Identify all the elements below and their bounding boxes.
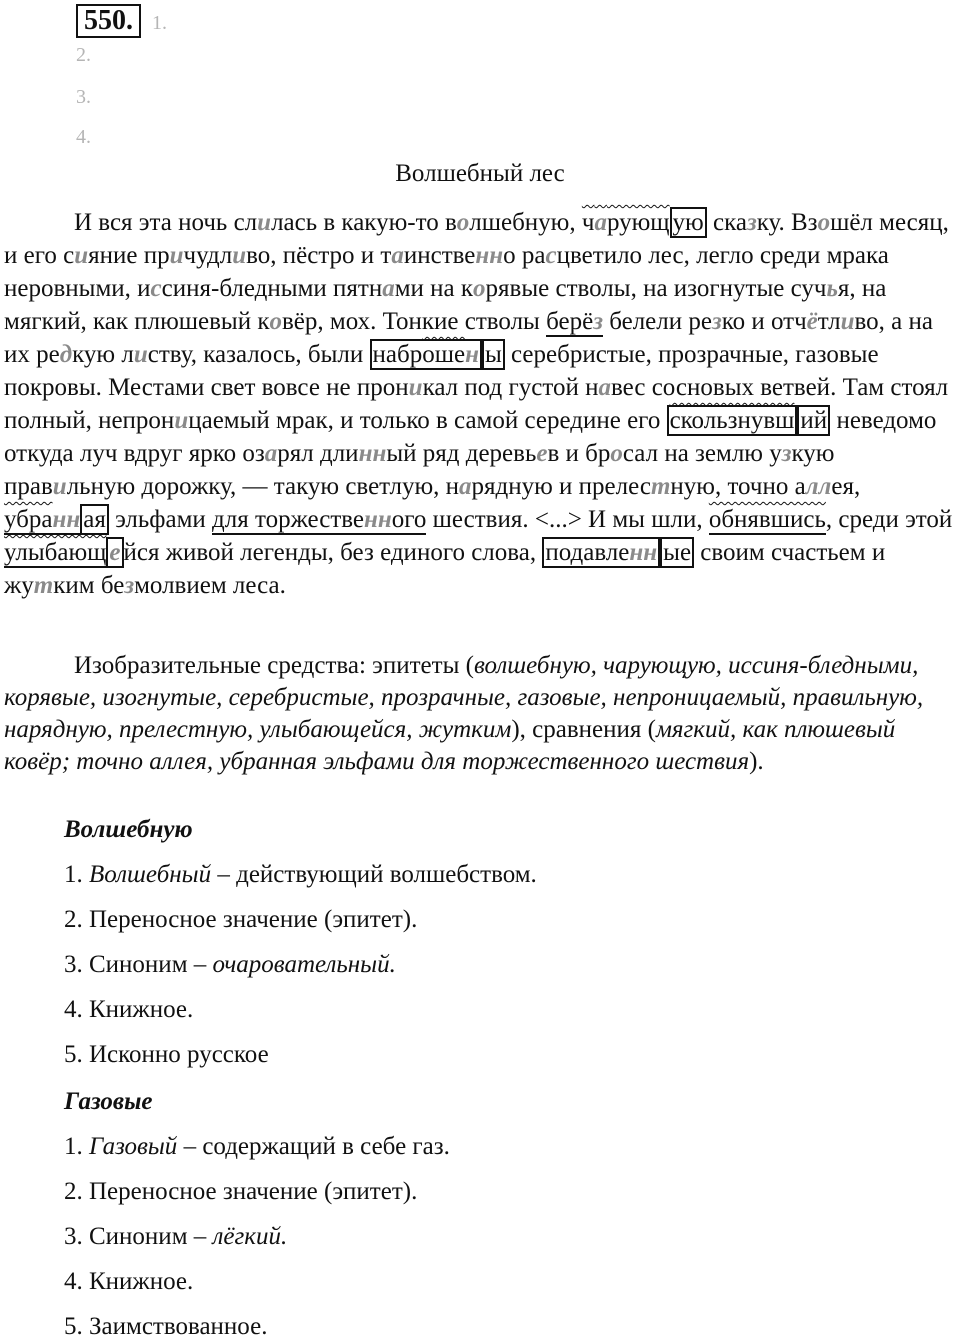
task-1: 1. bbox=[152, 12, 167, 34]
text-title: Волшебный лес bbox=[395, 160, 565, 187]
task-4: 4. bbox=[76, 126, 91, 148]
analysis-item: 1. Газовый – содержащий в себе газ. bbox=[64, 1133, 450, 1160]
means-mid: ), сравнения ( bbox=[511, 716, 656, 743]
main-text-paragraph: И вся эта ночь слилась в какую-то волшебную, чарующ ую сказку. Взошёл месяц, и его сияние причудливо, пёстро и таинственно расцветило лес, легло среди мрака неровными, иссиня-бледными пятнами на корявые стволы, на изогнутые сучья, на мягкий, как плюшевый ковёр, мох. Тонкие стволы берёз белели резко и отчётливо, а на их редкую листву, казалось, были наброшен ы серебристые, прозрачные, газовые покровы. Местами свет вовсе не проникал под густой навес сосновых ветвей. Там стоял полный, непроницаемый мрак, и только в самой середине его скользнувш ий неведомо откуда луч вдруг ярко озарял длинный ряд деревьев и бросал на землю узкую правильную дорожку, — такую светлую, нарядную и прелестную, точно аллея, убранн ая эльфами для торжественного шествия. <...> И мы шли, обнявшись, среди этой улыбающ е йся живой легенды, без единого слова, подавленн ые своим счастьем и жутким безмолвием леса. bbox=[4, 209, 953, 599]
analysis-item: 5. Исконно русское bbox=[64, 1041, 269, 1068]
exercise-number: 550. bbox=[76, 4, 141, 38]
analysis-item: 3. Синоним – лёгкий. bbox=[64, 1223, 288, 1250]
analysis-word-heading: Волшебную bbox=[64, 816, 193, 843]
means-end: ). bbox=[749, 748, 764, 775]
analysis-item: 5. Заимствованное. bbox=[64, 1313, 268, 1340]
epithet-list: волшебную, чарующую, иссиня-бледными, корявые, изогнутые, серебристые, прозрачные, газовые, непроницаемый, правильную, нарядную, прелестную, улыбающейся, жутким bbox=[4, 652, 924, 743]
analysis-word-heading: Газовые bbox=[64, 1088, 153, 1115]
analysis-item: 3. Синоним – очаровательный. bbox=[64, 951, 396, 978]
expressive-means-paragraph bbox=[4, 650, 954, 778]
means-label: Изобразительные средства: эпитеты ( bbox=[74, 652, 474, 679]
task-3: 3. bbox=[76, 86, 91, 108]
analysis-item: 4. Книжное. bbox=[64, 1268, 194, 1295]
analysis-item: 1. Волшебный – действующий волшебством. bbox=[64, 861, 537, 888]
expressive-means bbox=[4, 650, 954, 778]
comparison-list: мягкий, как плюшевый ковёр; точно аллея, убранная эльфами для торжественного шествия bbox=[4, 716, 896, 775]
analysis-item: 2. Переносное значение (эпитет). bbox=[64, 1178, 418, 1205]
analysis-item: 4. Книжное. bbox=[64, 996, 194, 1023]
analysis-item: 2. Переносное значение (эпитет). bbox=[64, 906, 418, 933]
task-2: 2. bbox=[76, 44, 91, 66]
main-text bbox=[4, 206, 954, 602]
